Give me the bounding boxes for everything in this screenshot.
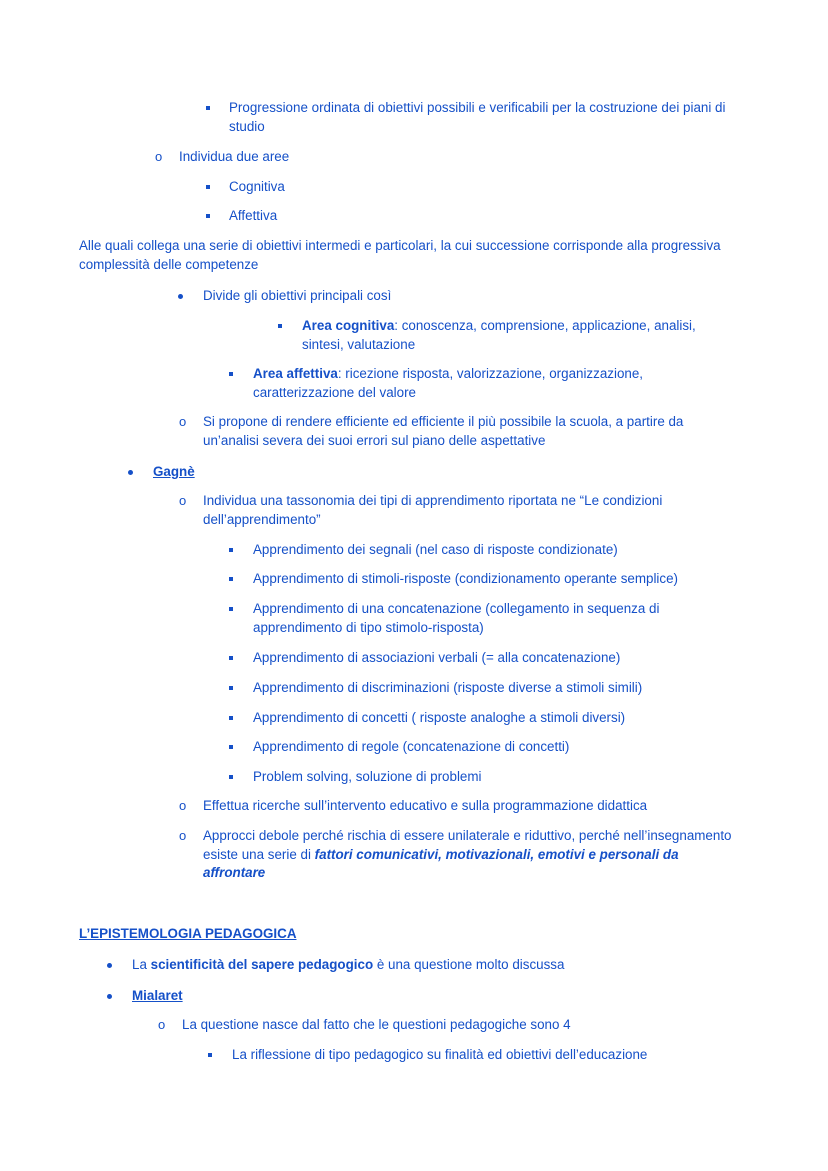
list-item: Progressione ordinata di obiettivi possibili e verificabili per la costruzione dei piani di studio bbox=[229, 99, 759, 136]
list-item: Apprendimento dei segnali (nel caso di risposte condizionate) bbox=[253, 541, 733, 560]
list-item: Problem solving, soluzione di problemi bbox=[253, 768, 733, 787]
circle-bullet-icon: o bbox=[179, 798, 187, 813]
list-item: o Individua una tassonomia dei tipi di apprendimento riportata ne “Le condizioni dell’apprendimento” bbox=[179, 493, 663, 527]
list-item: Affettiva bbox=[229, 207, 789, 226]
square-bullet-icon bbox=[206, 214, 210, 218]
list-item: Cognitiva bbox=[229, 178, 789, 197]
list-item: Apprendimento di associazioni verbali (= alla concatenazione) bbox=[253, 649, 733, 668]
list-item: Apprendimento di stimoli-risposte (condizionamento operante semplice) bbox=[253, 570, 733, 589]
list-item: Apprendimento di una concatenazione (collegamento in sequenza di apprendimento di tipo stimolo-risposta) bbox=[253, 600, 713, 637]
square-bullet-icon bbox=[229, 372, 233, 376]
circle-bullet-icon: o bbox=[179, 493, 187, 508]
list-item: o Approcci debole perché rischia di essere unilaterale e riduttivo, perché nell’insegnamento esiste una serie di fattori comunicativi, motivazionali, emotivi e personali da affrontare bbox=[179, 828, 732, 880]
list-item: o Individua due aree bbox=[155, 149, 290, 164]
square-bullet-icon bbox=[208, 1053, 212, 1057]
dot-bullet-icon bbox=[128, 470, 133, 475]
dot-bullet-icon bbox=[107, 963, 112, 968]
square-bullet-icon bbox=[229, 656, 233, 660]
list-item: o Effettua ricerche sull’intervento educativo e sulla programmazione didattica bbox=[179, 798, 648, 813]
dot-bullet-icon bbox=[178, 294, 183, 299]
list-item: Apprendimento di concetti ( risposte analoghe a stimoli diversi) bbox=[253, 709, 733, 728]
square-bullet-icon bbox=[229, 745, 233, 749]
square-bullet-icon bbox=[229, 548, 233, 552]
dot-bullet-icon bbox=[107, 994, 112, 999]
square-bullet-icon bbox=[206, 185, 210, 189]
circle-bullet-icon: o bbox=[158, 1017, 166, 1032]
list-item: Area cognitiva: conoscenza, comprensione, applicazione, analisi, sintesi, valutazione bbox=[302, 317, 722, 354]
list-item: Gagnè bbox=[153, 463, 713, 482]
list-item: Apprendimento di discriminazioni (risposte diverse a stimoli simili) bbox=[253, 679, 733, 698]
circle-bullet-icon: o bbox=[179, 828, 187, 843]
square-bullet-icon bbox=[229, 577, 233, 581]
circle-bullet-icon: o bbox=[155, 149, 163, 164]
list-item: Mialaret bbox=[132, 987, 692, 1006]
list-item: Divide gli obiettivi principali così bbox=[203, 287, 763, 306]
square-bullet-icon bbox=[229, 775, 233, 779]
list-item: o Si propone di rendere efficiente ed efficiente il più possibile la scuola, a partire da un’analisi severa dei suoi errori sul piano delle aspettative bbox=[179, 414, 684, 448]
circle-bullet-icon: o bbox=[179, 414, 187, 429]
list-item: La riflessione di tipo pedagogico su finalità ed obiettivi dell’educazione bbox=[232, 1046, 792, 1065]
square-bullet-icon bbox=[278, 324, 282, 328]
square-bullet-icon bbox=[229, 716, 233, 720]
list-item: Apprendimento di regole (concatenazione di concetti) bbox=[253, 738, 733, 757]
square-bullet-icon bbox=[229, 686, 233, 690]
list-item: La scientificità del sapere pedagogico è una questione molto discussa bbox=[132, 956, 732, 975]
square-bullet-icon bbox=[206, 106, 210, 110]
list-item: o La questione nasce dal fatto che le questioni pedagogiche sono 4 bbox=[158, 1017, 571, 1032]
paragraph: Alle quali collega una serie di obiettivi intermedi e particolari, la cui successione corrisponde alla progressiva complessità delle competenze bbox=[79, 238, 721, 272]
square-bullet-icon bbox=[229, 607, 233, 611]
section-heading: L’EPISTEMOLOGIA PEDAGOGICA bbox=[79, 926, 297, 941]
list-item: Area affettiva: ricezione risposta, valorizzazione, organizzazione, caratterizzazione del valore bbox=[253, 365, 683, 402]
